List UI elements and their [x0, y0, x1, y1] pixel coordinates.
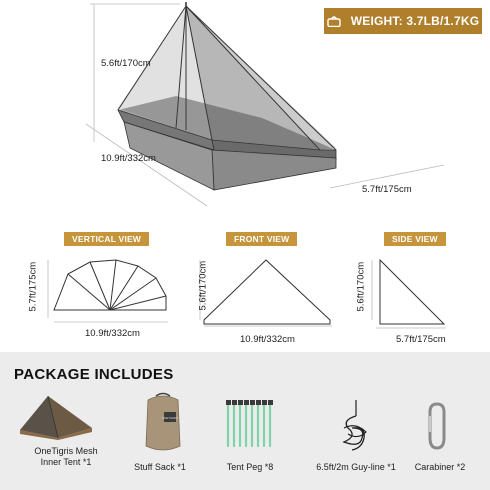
package-item-inner-tent-line1: OneTigris Mesh [34, 446, 98, 456]
stuff-sack-image [142, 392, 184, 454]
mesh-inner-tent-image [18, 394, 94, 440]
vertical-view-width-label: 10.9ft/332cm [85, 328, 140, 339]
side-view-width-label: 5.7ft/175cm [396, 334, 446, 345]
package-item-inner-tent [26, 446, 106, 468]
package-item-guy-line: 6.5ft/2m Guy-line *1 [316, 462, 396, 472]
package-item-stuff-sack: Stuff Sack *1 [134, 462, 186, 472]
side-view-diagram [360, 252, 460, 342]
package-title: PACKAGE INCLUDES [14, 366, 174, 383]
package-item-inner-tent-line2: Inner Tent *1 [40, 457, 92, 467]
main-height-label: 5.6ft/170cm [101, 58, 151, 69]
weight-text: WEIGHT: 3.7LB/1.7KG [350, 14, 480, 28]
carabiner-image [424, 402, 450, 450]
front-view-height-label: 5.6ft/170cm [197, 260, 209, 311]
main-length-label: 10.9ft/332cm [101, 153, 156, 164]
tent-pegs-image [222, 398, 278, 450]
vertical-view-height-label: 5.7ft/175cm [27, 261, 39, 312]
guy-line-image [336, 398, 376, 452]
package-item-carabiner: Carabiner *2 [414, 462, 466, 472]
vertical-view-title: VERTICAL VIEW [64, 232, 149, 246]
stuff-sack-logo: ONETIGRIS [161, 416, 179, 420]
side-view-title: SIDE VIEW [384, 232, 446, 246]
tent-main-diagram [0, 0, 490, 225]
main-width-label: 5.7ft/175cm [362, 184, 412, 195]
side-view-height-label: 5.6ft/170cm [355, 261, 367, 312]
front-view-diagram [198, 252, 338, 342]
package-item-tent-peg: Tent Peg *8 [226, 462, 274, 472]
front-view-title: FRONT VIEW [226, 232, 297, 246]
front-view-width-label: 10.9ft/332cm [240, 334, 295, 345]
